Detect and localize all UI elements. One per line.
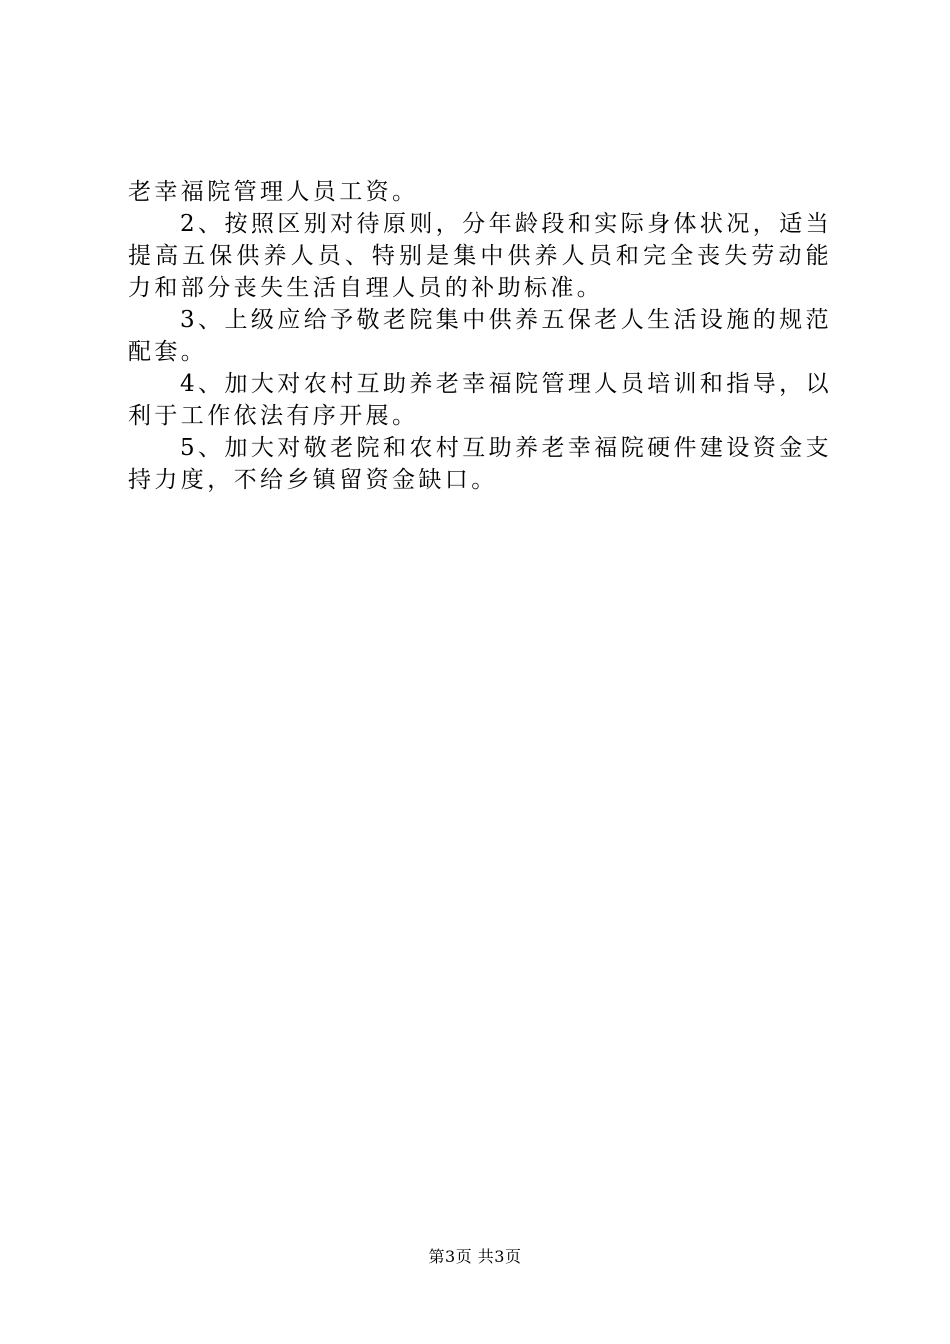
paragraph-item-5: 5、加大对敬老院和农村互助养老幸福院硬件建设资金支持力度，不给乡镇留资金缺口。 [128,435,832,493]
page-number-footer: 第3页 共3页 [428,1247,522,1266]
paragraph-item-4: 4、加大对农村互助养老幸福院管理人员培训和指导，以利于工作依法有序开展。 [128,371,832,429]
paragraph-item-2: 2、按照区别对待原则，分年龄段和实际身体状况，适当提高五保供养人员、特别是集中供养人员和完全丧失劳动能力和部分丧失生活自理人员的补助标准。 [128,211,832,301]
paragraph-continuation: 老幸福院管理人员工资。 [128,179,419,205]
document-body [128,176,832,496]
paragraph-item-3: 3、上级应给予敬老院集中供养五保老人生活设施的规范配套。 [128,307,832,365]
